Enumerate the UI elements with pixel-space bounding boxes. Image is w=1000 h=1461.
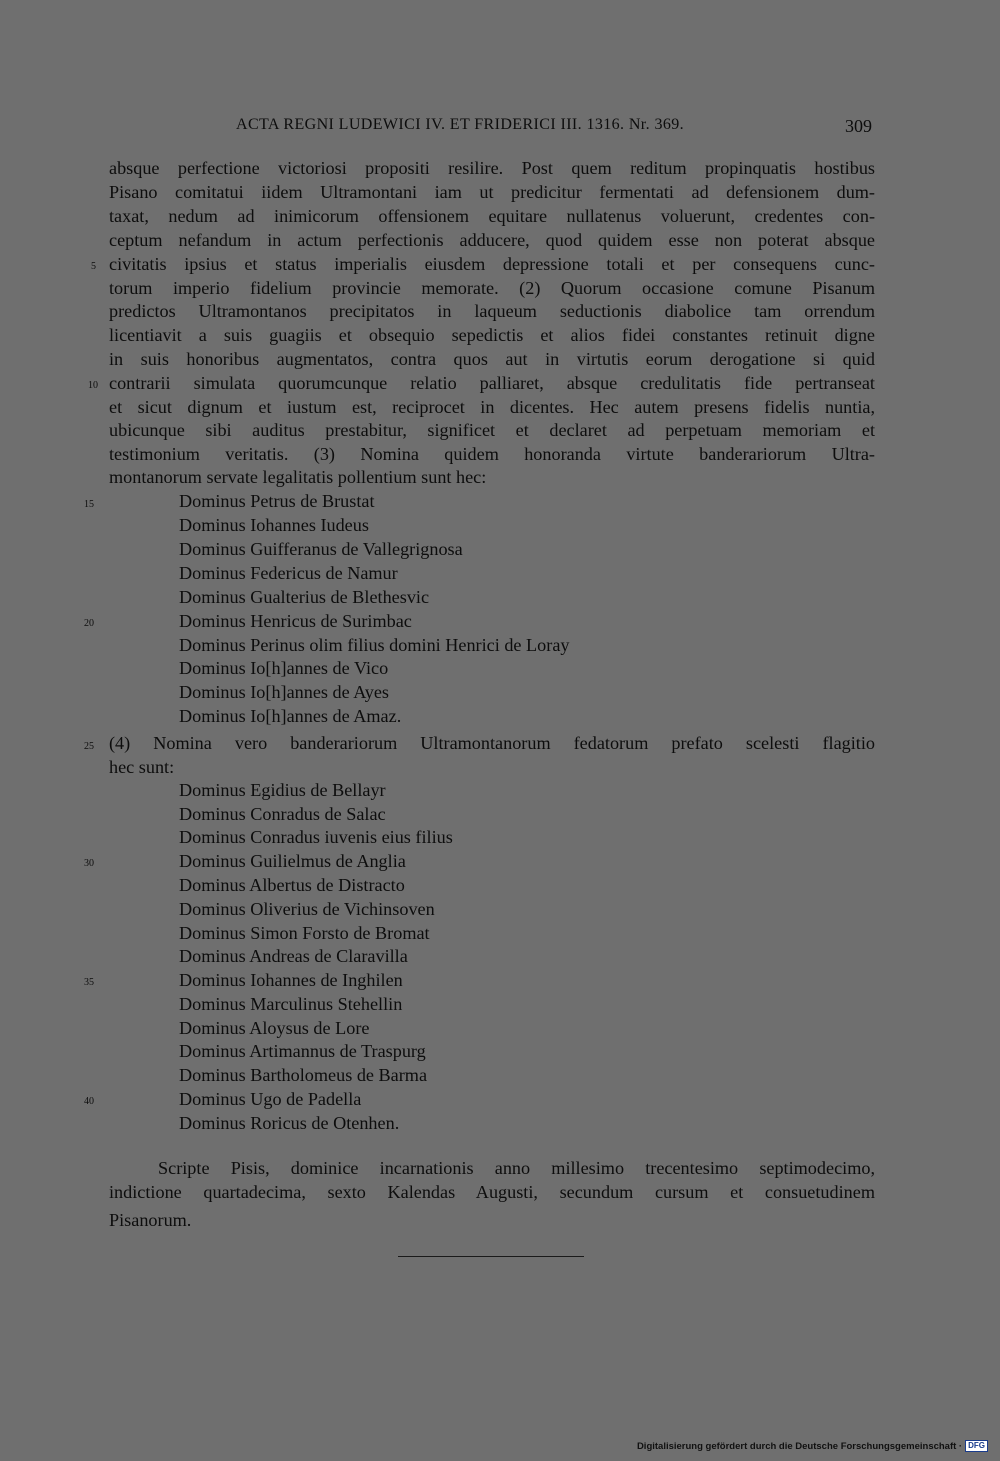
closing-rule	[398, 1256, 584, 1257]
name-list-item: Dominus Federicus de Namur	[179, 563, 398, 583]
text-line: (4) Nomina vero banderariorum Ultramontanorum fedatorum prefato scelesti flagitio	[109, 733, 875, 753]
name-list-item: Dominus Henricus de Surimbac	[179, 611, 412, 631]
line-number: 5	[91, 261, 96, 272]
name-list-item: Dominus Gualterius de Blethesvic	[179, 587, 430, 607]
name-list-item: Dominus Io[h]annes de Ayes	[179, 682, 389, 702]
name-list-item: Dominus Bartholomeus de Barma	[179, 1065, 428, 1085]
name-list-item: Dominus Conradus de Salac	[179, 804, 386, 824]
text-line: testimonium veritatis. (3) Nomina quidem honoranda virtute banderariorum Ultra-	[109, 444, 875, 464]
name-list-item: Dominus Iohannes Iudeus	[179, 515, 369, 535]
text-line: ubicunque sibi auditus prestabitur, significet et declaret ad perpetuam memoriam et	[109, 420, 875, 440]
line-number: 35	[84, 977, 94, 988]
text-line: torum imperio fidelium provincie memorate. (2) Quorum occasione comune Pisanum	[109, 278, 875, 298]
text-line: taxat, nedum ad inimicorum offensionem equitare nullatenus voluerunt, credentes con-	[109, 206, 875, 226]
text-line: predictos Ultramontanos precipitatos in laqueum seductionis diabolice tam orrendum	[109, 301, 875, 321]
page-header	[0, 116, 1000, 140]
name-list-item: Dominus Guilielmus de Anglia	[179, 851, 406, 871]
text-line: contrarii simulata quorumcunque relatio palliaret, absque credulitatis fide pertranseat	[109, 373, 875, 393]
line-number: 30	[84, 858, 94, 869]
name-list-item: Dominus Aloysus de Lore	[179, 1018, 370, 1038]
name-list-item: Dominus Albertus de Distracto	[179, 875, 405, 895]
line-number: 10	[88, 380, 98, 391]
line-number: 40	[84, 1096, 94, 1107]
name-list-item: Dominus Marculinus Stehellin	[179, 994, 403, 1014]
line-number: 20	[84, 618, 94, 629]
name-list-item: Dominus Roricus de Otenhen.	[179, 1113, 400, 1133]
name-list-item: Dominus Perinus olim filius domini Henrici de Loray	[179, 635, 570, 655]
text-line: civitatis ipsius et status imperialis eiusdem depressione totali et per consequens cunc-	[109, 254, 875, 274]
name-list-item: Dominus Io[h]annes de Amaz.	[179, 706, 402, 726]
text-line: licentiavit a suis guagiis et obsequio sepedictis et alios fidei constantes retinuit digne	[109, 325, 875, 345]
text-line: in suis honoribus augmentatos, contra quos aut in virtutis eorum derogatione si quid	[109, 349, 875, 369]
name-list-item: Dominus Iohannes de Inghilen	[179, 970, 403, 990]
text-line: indictione quartadecima, sexto Kalendas Augusti, secundum cursum et consuetudinem	[109, 1182, 875, 1202]
text-line: absque perfectione victoriosi propositi resilire. Post quem reditum propinquatis hostibus	[109, 158, 875, 178]
credit-text: Digitalisierung gefördert durch die Deutsche Forschungsgemeinschaft ·	[636, 1440, 963, 1452]
page-number: 309	[845, 116, 872, 136]
name-list-item: Dominus Oliverius de Vichinsoven	[179, 899, 435, 919]
name-list-item: Dominus Conradus iuvenis eius filius	[179, 827, 453, 847]
name-list-item: Dominus Egidius de Bellayr	[179, 780, 386, 800]
line-number: 25	[84, 741, 94, 752]
name-list-item: Dominus Ugo de Padella	[179, 1089, 362, 1109]
text-line: Pisano comitatui iidem Ultramontani iam ut predicitur fermentati ad defensionem dum-	[109, 182, 875, 202]
running-head: ACTA REGNI LUDEWICI IV. ET FRIDERICI III. 1316. Nr. 369.	[236, 116, 685, 133]
text-line: montanorum servate legalitatis pollentium sunt hec:	[109, 467, 487, 487]
text-line: Scripte Pisis, dominice incarnationis anno millesimo trecentesimo septimodecimo,	[158, 1158, 875, 1178]
name-list-item: Dominus Artimannus de Traspurg	[179, 1041, 426, 1061]
dfg-logo-icon: DFG	[965, 1440, 988, 1452]
text-line: ceptum nefandum in actum perfectionis adducere, quod quidem esse non poterat absque	[109, 230, 875, 250]
digitization-credit	[637, 1440, 988, 1452]
name-list-item: Dominus Simon Forsto de Bromat	[179, 923, 430, 943]
text-line: hec sunt:	[109, 757, 175, 777]
name-list-item: Dominus Petrus de Brustat	[179, 491, 375, 511]
text-line: et sicut dignum et iustum est, reciprocet in dicentes. Hec autem presens fidelis nuntia,	[109, 397, 875, 417]
line-number: 15	[84, 499, 94, 510]
name-list-item: Dominus Guifferanus de Vallegrignosa	[179, 539, 463, 559]
text-line: Pisanorum.	[109, 1210, 192, 1230]
name-list-item: Dominus Andreas de Claravilla	[179, 946, 408, 966]
name-list-item: Dominus Io[h]annes de Vico	[179, 658, 389, 678]
